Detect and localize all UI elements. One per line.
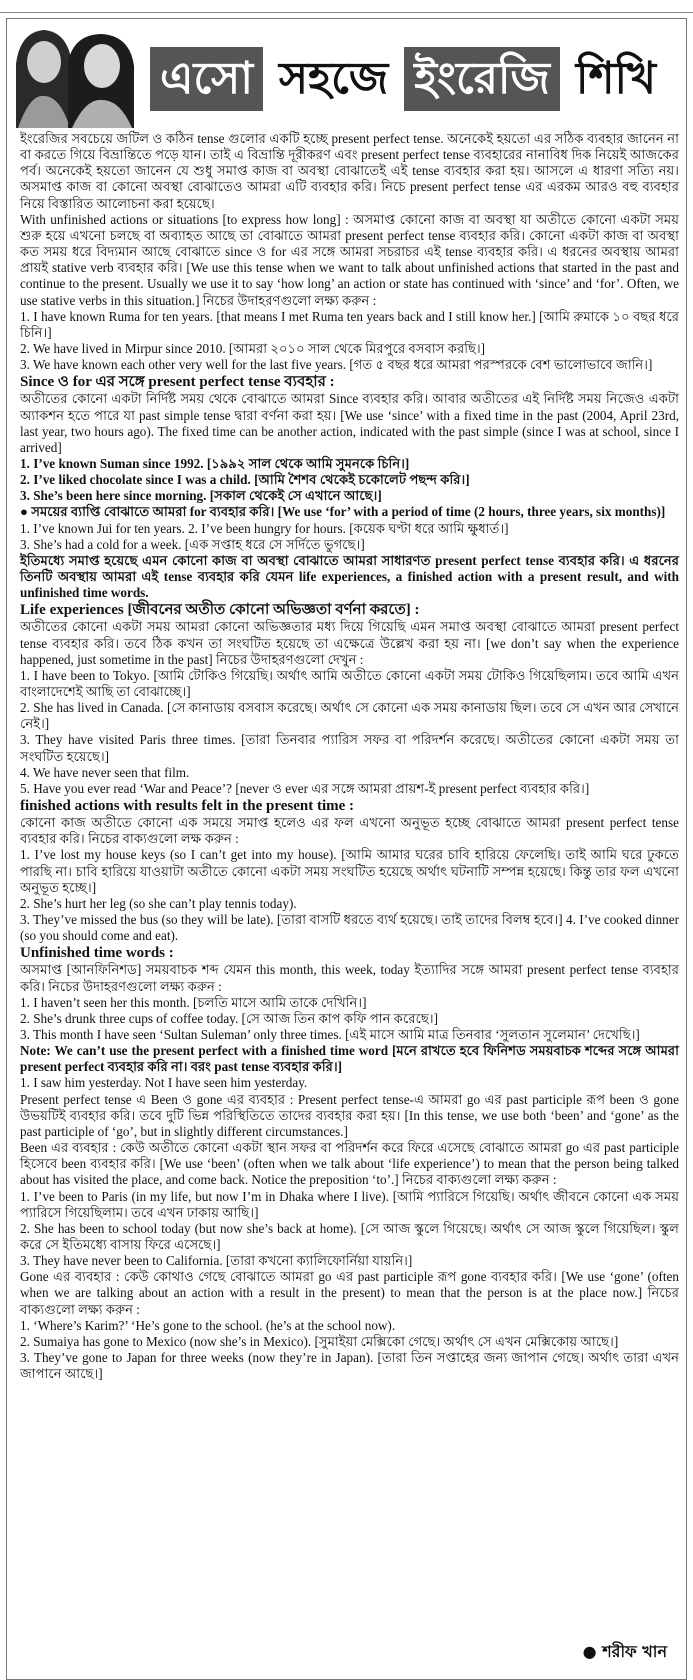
example: 1. I’ve known Jui for ten years. 2. I’ve been hungry for hours. [কয়েক ঘণ্টা ধরে আমি ক্ষুধার্ত।]	[20, 520, 509, 536]
example: 1. I’ve known Suman since 1992. [১৯৯২ সাল থেকে আমি সুমনকে চিনি।]	[20, 455, 410, 471]
intro-paragraph: ইংরেজির সবচেয়ে জটিল ও কঠিন tense গুলোর একটি হচ্ছে present perfect tense. অনেকেই হয়তো এর সঠিক ব্যবহার জানেন না বা করতে গিয়ে বিভ্রান্তিতে পড়ে যান। তাই এ বিভ্রান্তি দূরীকরণ এবং present perfect tense ব্যবহারের নানাবিধ দিক নিয়েই আজকের পর্ব। অনেকেই হয়তো জানেন যে শুধু সমাপ্ত কাজ বা অবস্থা বোঝাতেই এই tense ব্যবহার করা হয়। আসলে এ ধারণা সত্যি নয়। অসমাপ্ত কাজ বা কোনো অবস্থা বোঝাতেও আমরা এটি ব্যবহার করি। নিচে present perfect tense এর এরকম আরও বহু ব্যবহার নিয়ে বিস্তারিত আলোচনা করা হয়েছে।	[20, 131, 679, 211]
paragraph: Been এর ব্যবহার : কেউ অতীতে কোনো একটা স্থান সফর বা পরিদর্শন করে ফিরে এসেছে বোঝাতে আমরা go এর past participle হিসেবে been ব্যবহার করি। [We use ‘been’ (often when we talk about ‘life experience’) to mean that the person being talked about has visited the place, and come back. Notice the preposition ‘to’.] নিচের বাক্যগুলো লক্ষ্য করুন :	[20, 1140, 679, 1188]
top-strip	[0, 0, 693, 13]
paragraph: অতীতের কোনো একটা সময় আমরা কোনো অভিজ্ঞতার মধ্য দিয়ে গিয়েছি এমন সমাপ্ত অবস্থা বোঝাতে আমরা present perfect tense ব্যবহার করি। তবে ঠিক কখন তা সংঘটিত হয়েছে তা এক্ষেত্রে উল্লেখ করা হয় না। [we don’t say when the experience happened, just sometime in the past] নিচের উদাহরণগুলো দেখুন :	[20, 619, 679, 667]
example: 1. I saw him yesterday. Not I have seen him yesterday.	[20, 1075, 308, 1091]
example: 3. They’ve gone to Japan for three weeks (now they’re in Japan). [তারা তিন সপ্তাহের জন্য জাপান গেছে। অর্থাৎ তারা এখন জাপানে আছে।]	[20, 1350, 679, 1382]
paragraph: অতীতের কোনো একটা নির্দিষ্ট সময় থেকে বোঝাতে আমরা Since ব্যবহার করি। আবার অতীতের এই নির্দিষ্ট সময় নিজেও একটা অ্যাকশন হতে পারে যা past simple tense দ্বারা বর্ণনা করা হয়। [We use ‘since’ with a fixed time in the past (2004, April 23rd, last year, two hours ago). The fixed time can be another action, indicated with the past simple (since I was at school, since I arrived]	[20, 391, 679, 455]
paragraph: With unfinished actions or situations [to express how long] : অসমাপ্ত কোনো কাজ বা অবস্থা যা অতীতে কোনো একটা সময় শুরু হয়ে এখনো চলছে বা অব্যাহত আছে তা বোঝাতে আমরা present perfect tense ব্যবহার করি। কোনো একটা কাজ বা অবস্থা কত সময় ধরে বিদ্যমান আছে বোঝাতে since ও for এর সঙ্গে আমরা সচরাচর এই tense ব্যবহার করি। এ ধরনের অবস্থায় আমরা প্রায়ই stative verb ব্যবহার করি। [We use this tense when we want to talk about unfinished actions that started in the past and continue to the present. Usually we use it to say ‘how long’ an action or state has continued with ‘since’ and ‘for’. Often, we use stative verbs in this situation.] নিচের উদাহরণগুলো লক্ষ্য করুন :	[20, 211, 679, 308]
paragraph: Present perfect tense এ Been ও gone এর ব্যবহার : Present perfect tense-এ আমরা go এর past participle রূপ been ও gone উভয়টিই ব্যবহার করি। তবে দুটি ভিন্ন পরিস্থিতিতে তাদের ব্যবহার করা হয়। [In this tense, we use both ‘been’ and ‘gone’ as the past participle of ‘go’, but in slightly different circumstances.]	[20, 1091, 679, 1139]
headline-part: ইংরেজি	[404, 47, 560, 111]
example: 3. She’s had a cold for a week. [এক সপ্তাহ ধরে সে সর্দিতে ভুগছে।]	[20, 536, 365, 552]
example: 2. I’ve liked chocolate since I was a child. [আমি শৈশব থেকেই চকোলেট পছন্দ করি।]	[20, 472, 470, 488]
paragraph: কোনো কাজ অতীতে কোনো এক সময়ে সমাপ্ত হলেও এর ফল এখনো অনুভূত হচ্ছে বোঝাতে আমরা present perfect tense ব্যবহার করি। নিচের বাক্যগুলো লক্ষ করুন :	[20, 815, 679, 847]
example: 3. She’s been here since morning. [সকাল থেকেই সে এখানে আছে।]	[20, 488, 382, 504]
section-heading: finished actions with results felt in the present time :	[20, 798, 355, 815]
example: 3. They’ve missed the bus (so they will be late). [তারা বাসটি ধরতে ব্যর্থ হয়েছে। তাই তাদের বিলম্ব হবে।] 4. I’ve cooked dinner (so you should come and eat).	[20, 912, 679, 944]
example: 2. We have lived in Mirpur since 2010. [আমরা ২০১০ সাল থেকে মিরপুরে বসবাস করছি।]	[20, 341, 486, 357]
example: 1. I’ve lost my house keys (so I can’t get into my house). [আমি আমার ঘরের চাবি হারিয়ে ফেলেছি। তাই আমি ঘরে ঢুকতে পারছি না। চাবি হারিয়ে যাওয়াটা অতীতে কোনো একটা সময় সংঘটিত হয়েছে অর্থাৎ ঘটনাটি সম্পন্ন হয়েছে। কিন্তু তার ফল এখনো অনুভূত হচ্ছে।]	[20, 847, 679, 895]
example: 3. We have known each other very well for the last five years. [গত ৫ বছর ধরে আমরা পরস্পরকে বেশ ভালোভাবে জানি।]	[20, 357, 653, 373]
two-girls-photo	[10, 24, 144, 128]
author-signature: ● শরীফ খান	[582, 1642, 667, 1661]
example: 2. She’s drunk three cups of coffee today. [সে আজ তিন কাপ কফি পান করেছে।]	[20, 1010, 438, 1026]
example: 2. She has been to school today (but now she’s back at home). [সে আজ স্কুলে গিয়েছে। অর্থাৎ সে আজ স্কুলে গিয়েছিল। স্কুল করে সে ইতিমধ্যে বাসায় ফিরে এসেছে।]	[20, 1220, 679, 1252]
example: 1. I have been to Tokyo. [আমি টোকিও গিয়েছি। অর্থাৎ আমি অতীতে কোনো একটা সময় টোকিও গিয়েছিলাম। তবে আমি এখন বাংলাদেশেই আছি তা বোঝাচ্ছে।]	[20, 667, 679, 699]
headline	[150, 38, 683, 120]
example: 1. I haven’t seen her this month. [চলতি মাসে আমি তাকে দেখিনি।]	[20, 994, 367, 1010]
example: 3. They have never been to California. [তারা কখনো ক্যালিফোর্নিয়া যায়নি।]	[20, 1253, 413, 1269]
example: 4. We have never seen that film.	[20, 764, 190, 780]
example: 1. I’ve been to Paris (in my life, but now I’m in Dhaka where I live). [আমি প্যারিসে গিয়েছি। অর্থাৎ জীবনে কোনো এক সময় প্যারিসে গিয়েছিলাম। তবে এখন ঢাকায় আছি।]	[20, 1188, 679, 1220]
example: 5. Have you ever read ‘War and Peace’? [never ও ever এর সঙ্গে আমরা প্রায়শ-ই present perfect ব্যবহার করি।]	[20, 780, 590, 796]
author-name: শরীফ খান	[602, 1642, 667, 1661]
example: 2. She’s hurt her leg (so she can’t play tennis today).	[20, 895, 297, 911]
paragraph: Gone এর ব্যবহার : কেউ কোথাও গেছে বোঝাতে আমরা go এর past participle রূপ gone ব্যবহার করি। [We use ‘gone’ (often when we are talking about an action with a result in the present) to mean that the person is at the place now.] নিচের বাক্যগুলো লক্ষ্য করুন :	[20, 1269, 679, 1317]
example: 1. ‘Where’s Karim?’ ‘He’s gone to the school. (he’s at the school now).	[20, 1317, 396, 1333]
paragraph: ইতিমধ্যে সমাপ্ত হয়েছে এমন কোনো কাজ বা অবস্থা বোঝাতে আমরা সাধারণত present perfect tense ব্যবহার করি। এ ধরনের তিনটি অবস্থায় আমরা এই tense ব্যবহার করি যেমন life experiences, a finished action with a present result, and with unfinished time words.	[20, 552, 679, 601]
example: 2. Sumaiya has gone to Mexico (now she’s in Mexico). [সুমাইয়া মেক্সিকো গেছে। অর্থাৎ সে এখন মেক্সিকোয় আছে।]	[20, 1333, 619, 1349]
headline-part: সহজে	[269, 47, 398, 111]
headline-part: এসো	[150, 47, 263, 111]
bullet-paragraph: ● সময়ের ব্যাপ্তি বোঝাতে আমরা for ব্যবহার করি। [We use ‘for’ with a period of time (2 hours, three years, six months)]	[20, 504, 666, 520]
section-heading: Unfinished time words :	[20, 945, 174, 962]
headline-part: শিখি	[566, 47, 666, 111]
example: 3. This month I have seen ‘Sultan Suleman’ only three times. [এই মাসে আমি মাত্র তিনবার ‘সুলতান সুলেমান’ দেখেছি।]	[20, 1026, 640, 1042]
example: 2. She has lived in Canada. [সে কানাডায় বসবাস করেছে। অর্থাৎ সে কোনো এক সময় কানাডায় ছিল। তবে সে এখন আর সেখানে নেই।]	[20, 700, 679, 732]
paragraph: অসমাপ্ত [আনফিনিশড] সময়বাচক শব্দ যেমন this month, this week, today ইত্যাদির সঙ্গে আমরা present perfect tense ব্যবহার করি। নিচের উদাহরণগুলো লক্ষ্য করুন :	[20, 962, 679, 994]
note-paragraph: Note: We can’t use the present perfect with a finished time word [মনে রাখতে হবে ফিনিশড সময়বাচক শব্দের সঙ্গে আমরা present perfect ব্যবহার করি না। বরং past tense ব্যবহার করি।]	[20, 1043, 679, 1075]
article-body	[20, 131, 679, 1382]
section-heading: Since ও for এর সঙ্গে present perfect tense ব্যবহার :	[20, 374, 335, 391]
example: 3. They have visited Paris three times. [তারা তিনবার প্যারিস সফর বা পরিদর্শন করেছে। অতীতের কোনো একটা সময় তা সংঘটিত হয়েছে।]	[20, 732, 679, 764]
example: 1. I have known Ruma for ten years. [that means I met Ruma ten years back and I still know her.] [আমি রুমাকে ১০ বছর ধরে চিনি।]	[20, 308, 679, 340]
section-heading: Life experiences [জীবনের অতীত কোনো অভিজ্ঞতা বর্ণনা করতে] :	[20, 602, 420, 619]
